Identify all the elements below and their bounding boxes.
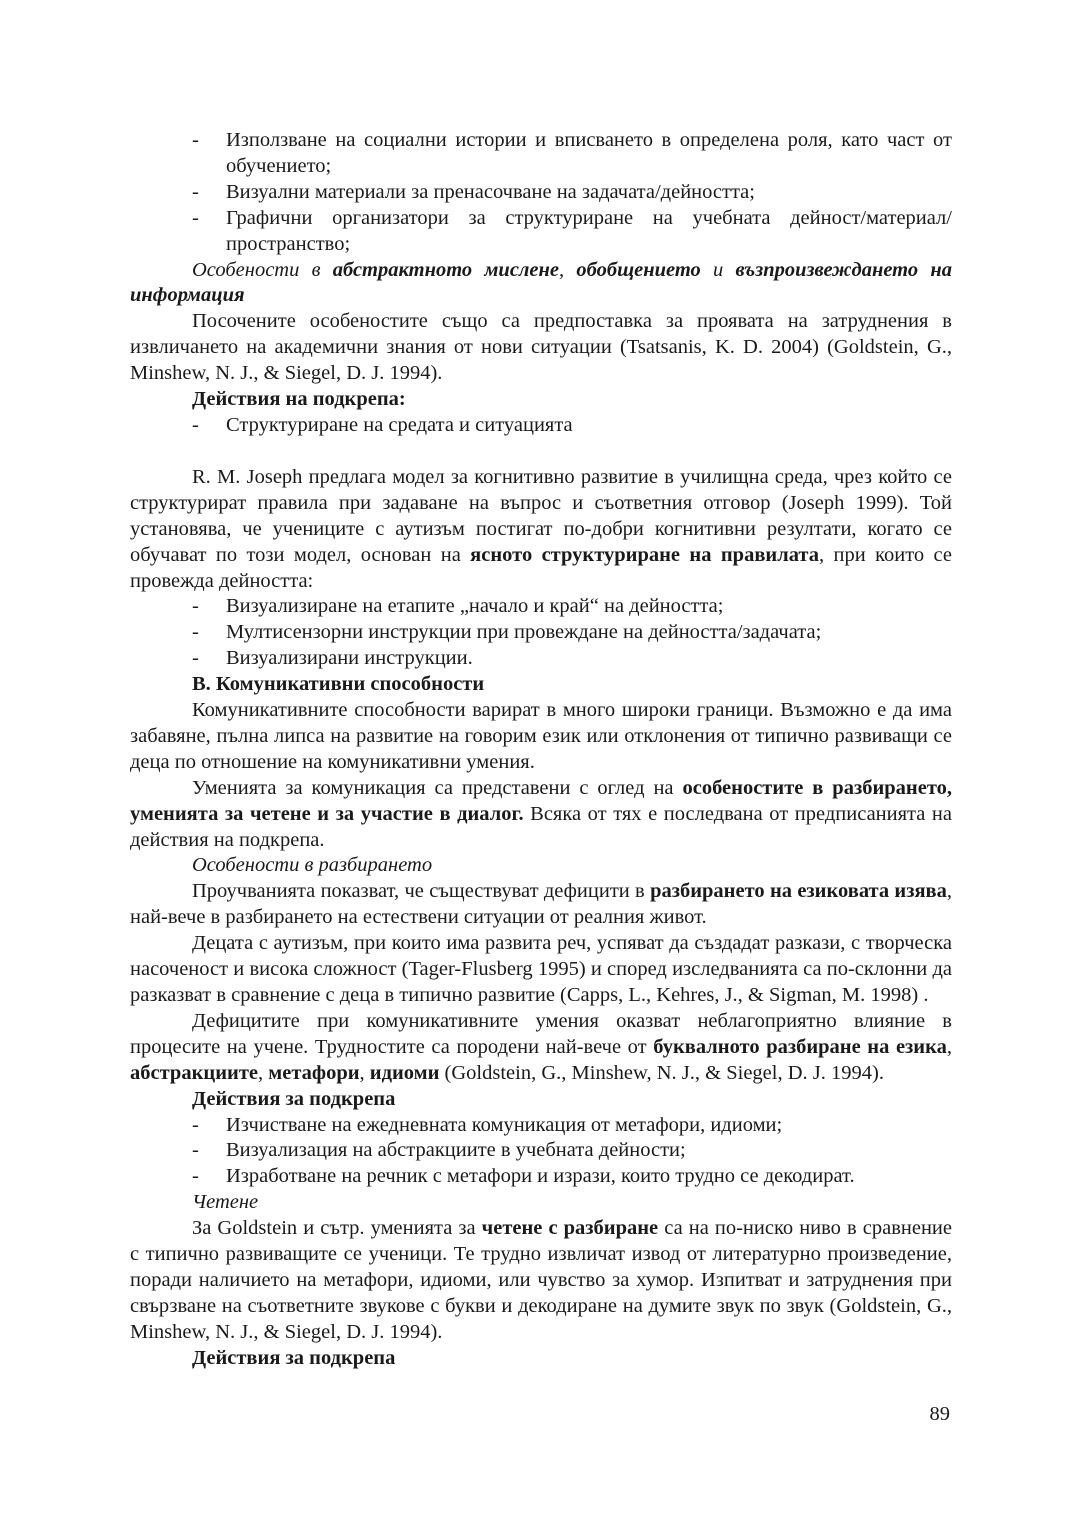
paragraph-reading-skills: За Goldstein и сътр. уменията за четене с разбиране са на по-ниско ниво в сравнение с типично развиващите се ученици. Те трудно извличат извод от литературно произведение, поради наличието на метафори, идиоми, или чувство за хумор. Изпитват и затруднения при свързване на съответните звукове с букви и декодиране на думите звук по звук (Goldstein, G., Minshew, N. J., & Siegel, D. J. 1994). [130, 1217, 952, 1343]
support-heading-2: Действия за подкрепа [192, 1087, 396, 1110]
list-item [130, 620, 952, 646]
list-item [130, 1164, 952, 1190]
bullet-list-social-visual [130, 128, 952, 258]
list-item [130, 180, 952, 206]
list-item-text: Използване на социални истории и вписването в определена роля, като част от обучението; [226, 129, 952, 177]
list-item [130, 1113, 952, 1139]
list-item [130, 1138, 952, 1164]
list-item [130, 594, 952, 620]
subheading-abstract-thinking: Особености в абстрактното мислене, обобщението и възпроизвеждането на информация [130, 258, 952, 307]
list-item-text: Визуализиране на етапите „начало и край“ на дейността; [226, 595, 724, 618]
support-heading-1: Действия на подкрепа: [192, 388, 406, 411]
list-dash: - [192, 206, 199, 229]
list-dash: - [192, 1113, 199, 1136]
list-dash: - [192, 180, 199, 203]
list-dash: - [192, 647, 199, 670]
paragraph-learning-difficulties: Дефицитите при комуникативните умения оказват неблагоприятно влияние в процесите на учене. Трудностите са породени най-вече от буквалното разбиране на езика, абстракциите, метафори, идиоми (Goldstein, G., Minshew, N. J., & Siegel, D. J. 1994). [130, 1009, 952, 1084]
page-number: 89 [929, 1403, 950, 1425]
list-item [130, 206, 952, 258]
list-item [130, 646, 952, 672]
spacer [130, 439, 952, 465]
list-item [130, 413, 952, 439]
page-content [130, 128, 952, 1372]
list-item-text: Визуални материали за пренасочване на задачата/дейността; [226, 180, 755, 203]
list-item-text: Визуализация на абстракциите в учебната дейности; [226, 1139, 686, 1162]
paragraph-narratives: Децата с аутизъм, при които има развита реч, успяват да създадат разкази, с творческа насоченост и висока сложност (Tager-Flusberg 1995) и според изследванията са по-склонни да разказват в сравнение с деца в типично развитие (Capps, L., Kehres, J., & Sigman, M. 1998) . [130, 932, 952, 1006]
list-dash: - [192, 595, 199, 618]
list-item-text: Визуализирани инструкции. [226, 647, 473, 670]
bullet-list-structuring [130, 413, 952, 439]
list-item-text: Графични организатори за структуриране на учебната дейност/материал/пространство; [226, 206, 952, 255]
bullet-list-visualization [130, 594, 952, 672]
paragraph-joseph-model: R. M. Joseph предлага модел за когнитивно развитие в училищна среда, чрез който се структурират правила при задаване на въпрос и съответния отговор (Joseph 1999). Той установява, че учениците с аутизъм постигат по-добри когнитивни резултати, когато се обучават по този модел, основан на ясното структуриране на правилата, при които се провежда дейността: [130, 465, 952, 592]
support-heading-3: Действия за подкрепа [192, 1346, 396, 1369]
list-item-text: Изработване на речник с метафори и изрази, които трудно се декодират. [226, 1165, 855, 1188]
section-heading-communication: В. Комуникативни способности [192, 673, 485, 696]
paragraph-communication-skills: Уменията за комуникация са представени с оглед на особеностите в разбирането, уменията за четене и за участие в диалог. Всяка от тях е последвана от предписанията на действия на подкрепа. [130, 776, 952, 851]
list-dash: - [192, 621, 199, 644]
bullet-list-metaphors [130, 1113, 952, 1191]
list-item-text: Изчистване на ежедневната комуникация от метафори, идиоми; [226, 1113, 783, 1136]
paragraph-language-deficits: Проучванията показват, че съществуват дефицити в разбирането на езиковата изява, най-вече в разбирането на естествени ситуации от реалния живот. [130, 880, 953, 929]
list-dash: - [192, 129, 199, 151]
list-item-text: Мултисензорни инструкции при провеждане на дейността/задачата; [226, 621, 822, 644]
subheading-reading: Четене [192, 1191, 259, 1214]
list-item [130, 128, 952, 180]
paragraph-prerequisites: Посочените особеностите също са предпоставка за проявата на затруднения в извличането на академични знания от нови ситуации (Tsatsanis, K. D. 2004) (Goldstein, G., Minshew, N. J., & Siegel, D. J. 1994). [130, 310, 952, 385]
list-dash: - [192, 413, 199, 436]
subheading-understanding: Особености в разбирането [192, 854, 433, 877]
paragraph-communication-range: Комуникативните способности варират в много широки граници. Възможно е да има забавяне, пълна липса на развитие на говорим език или отклонения от типично развиващи се деца по отношение на комуникативни умения. [130, 699, 952, 773]
list-item-text: Структуриране на средата и ситуацията [226, 413, 573, 436]
list-dash: - [192, 1165, 199, 1188]
list-dash: - [192, 1139, 199, 1162]
